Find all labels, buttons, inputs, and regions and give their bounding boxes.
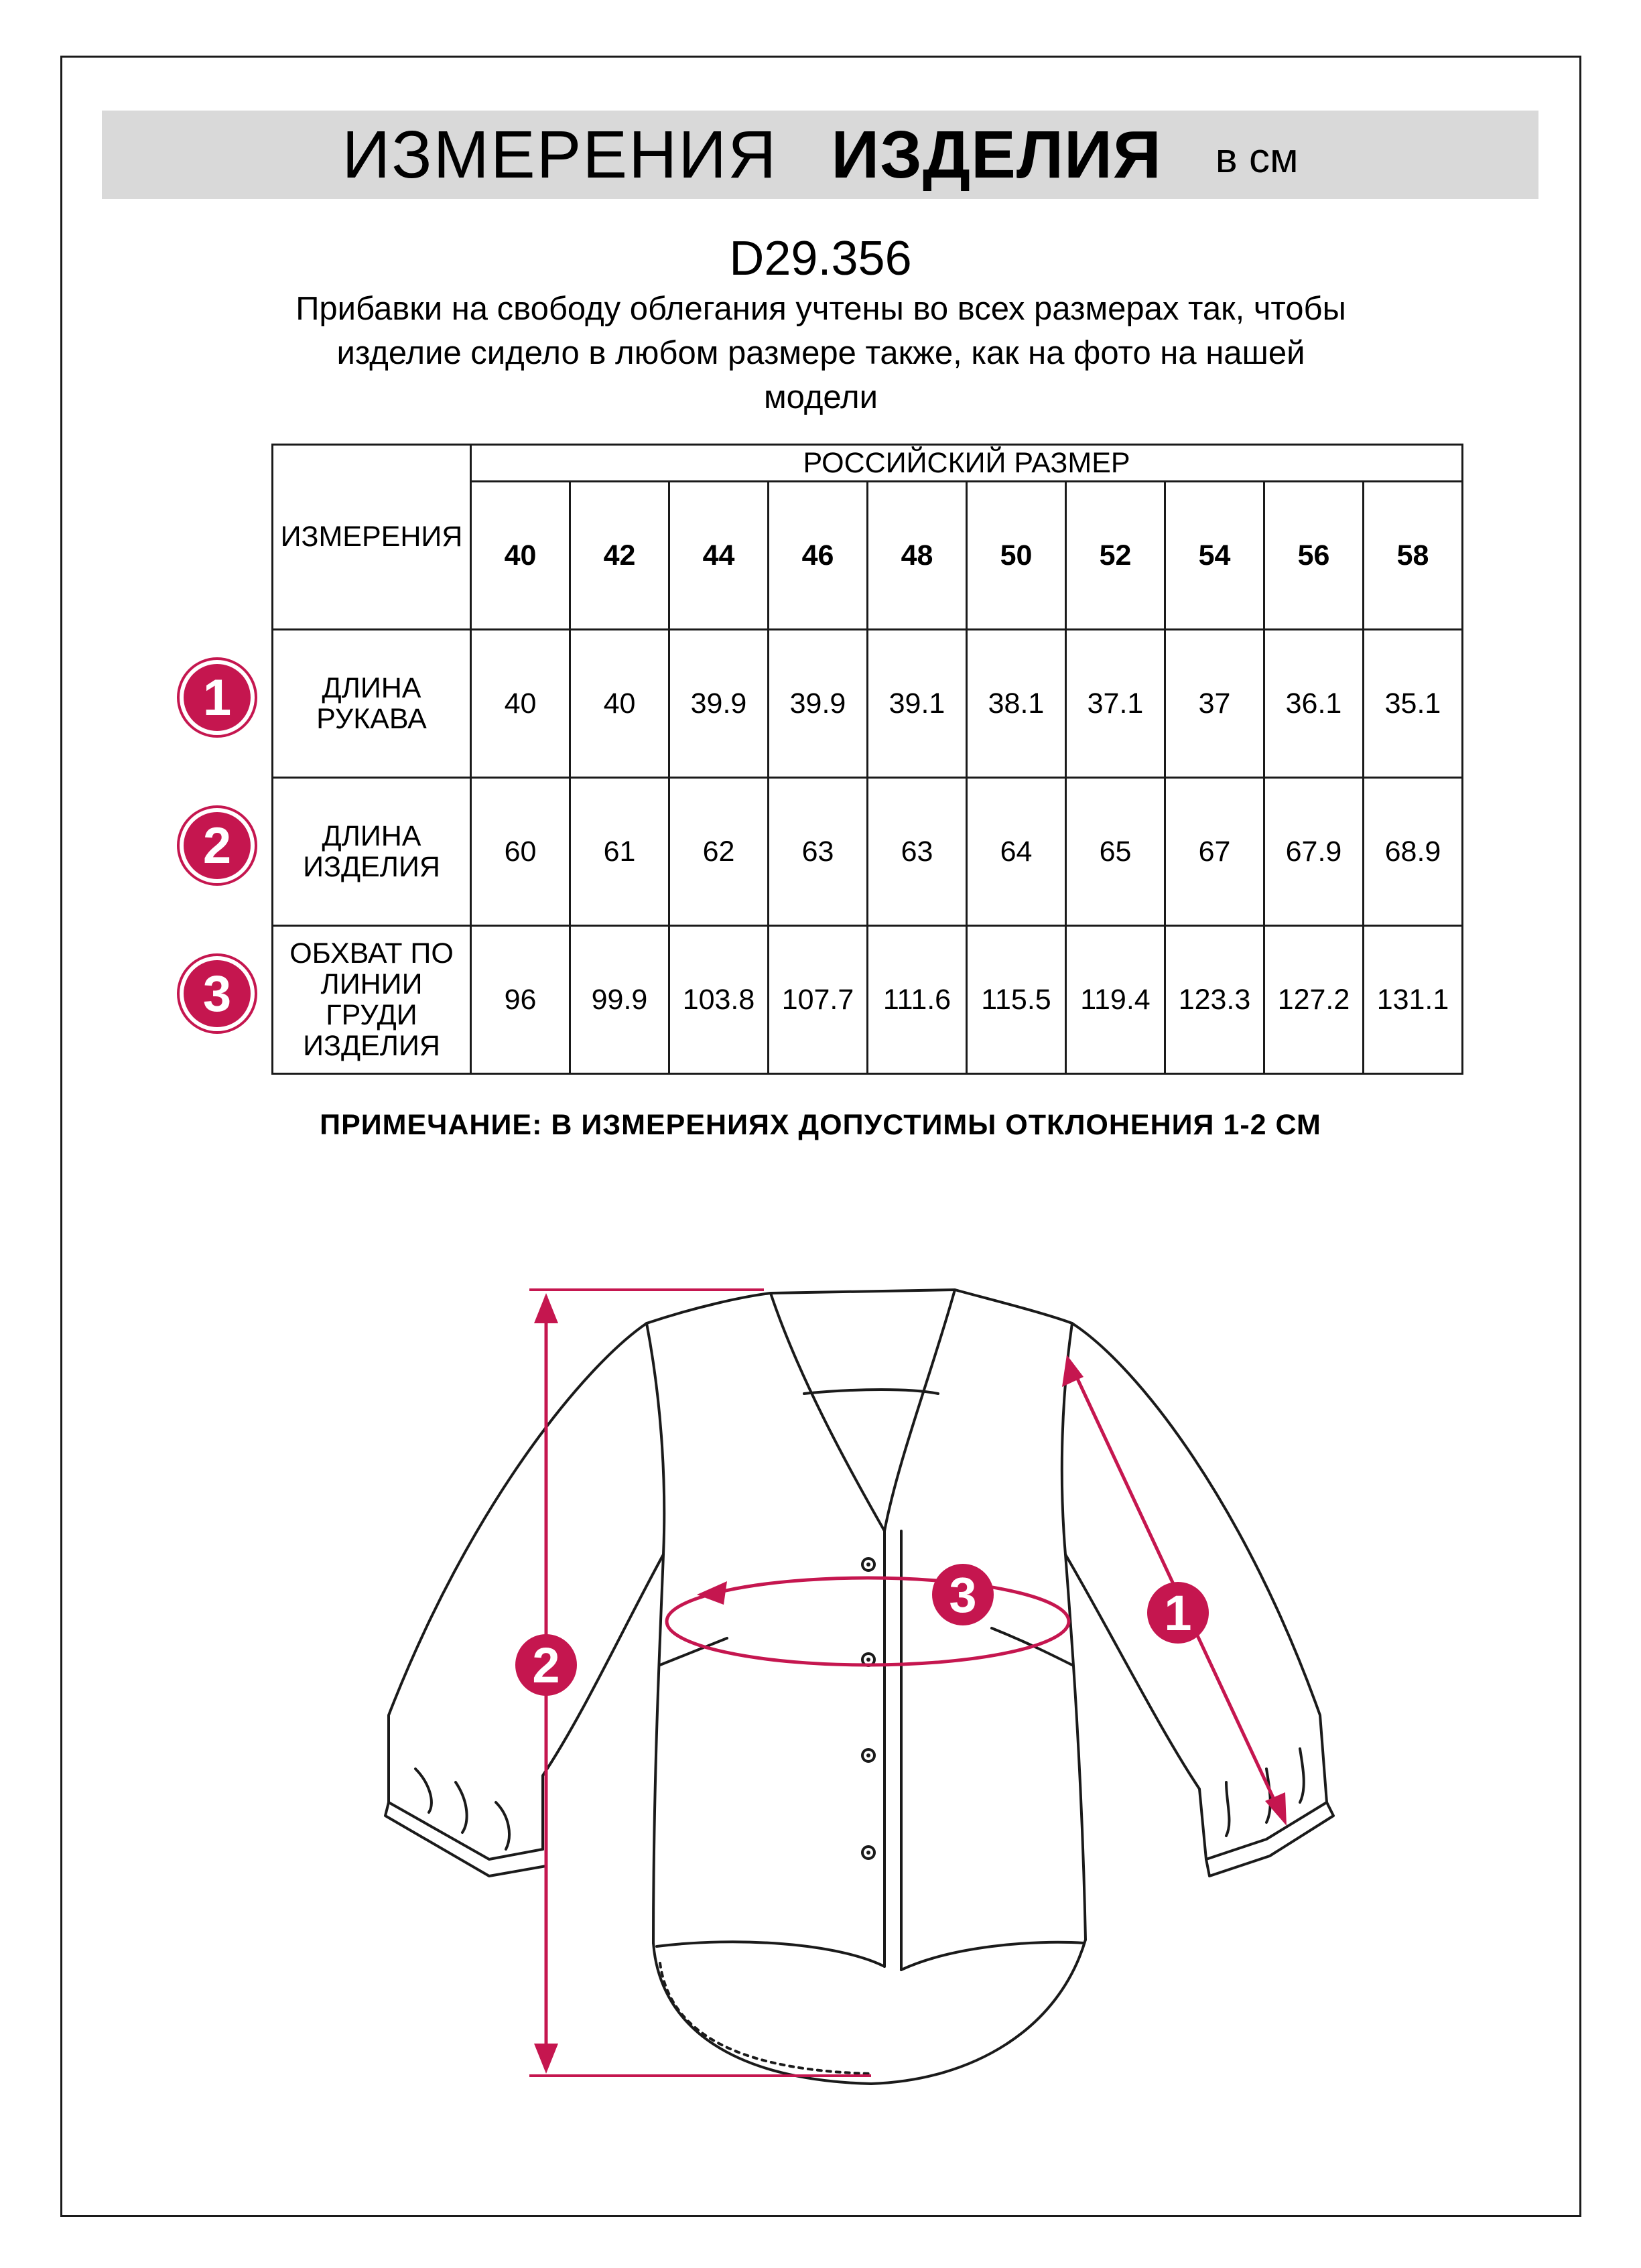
table-cell: 67 (1165, 778, 1264, 926)
measurement-lines (529, 1290, 1283, 2076)
table-cell: 63 (868, 778, 967, 926)
table-cell: 115.5 (967, 926, 1066, 1074)
measure-header: ИЗМЕРЕНИЯ (273, 445, 471, 630)
button-hole (866, 1753, 870, 1757)
size-group-header: РОССИЙСКИЙ РАЗМЕР (471, 445, 1463, 482)
table-cell: 39.9 (669, 630, 769, 778)
table-cell: 68.9 (1364, 778, 1463, 926)
length-arrow-top (534, 1293, 558, 1323)
marker-3-label: 3 (949, 1567, 977, 1623)
label-line: ГРУДИ (326, 999, 417, 1031)
title-units: в см (1215, 135, 1299, 182)
table-cell: 64 (967, 778, 1066, 926)
label-line: ИЗДЕЛИЯ (303, 1030, 440, 1062)
table-cell: 107.7 (769, 926, 868, 1074)
intro-line: изделие сидело в любом размере также, как на фото на нашей (336, 335, 1305, 371)
table-cell: 60 (471, 778, 570, 926)
hem-stitch-left (657, 1942, 884, 1966)
table-cell: 37 (1165, 630, 1264, 778)
neckline (647, 1290, 1072, 1323)
right-sleeve-outer (1072, 1323, 1327, 1802)
length-arrow-bottom (534, 2044, 558, 2074)
left-cuff-gathers (415, 1769, 509, 1849)
back-neck-line (804, 1390, 938, 1394)
label-line: ДЛИНА (322, 820, 421, 852)
table-cell: 40 (471, 630, 570, 778)
chest-ellipse (667, 1578, 1069, 1665)
label-line: ОБХВАТ ПО (289, 937, 454, 970)
right-lapel (884, 1290, 955, 1531)
size-header: 54 (1165, 482, 1264, 630)
table-cell: 65 (1066, 778, 1165, 926)
chest-arrow (697, 1581, 727, 1605)
table-cell: 35.1 (1364, 630, 1463, 778)
size-header: 46 (769, 482, 868, 630)
label-line: ЛИНИИ (320, 968, 423, 1000)
size-header: 44 (669, 482, 769, 630)
table-cell: 99.9 (570, 926, 669, 1074)
table-cell: 111.6 (868, 926, 967, 1074)
size-header: 48 (868, 482, 967, 630)
intro-line: Прибавки на свободу облегания учтены во всех размерах так, чтобы (296, 291, 1346, 327)
button-holes (866, 1562, 870, 1855)
table-cell: 38.1 (967, 630, 1066, 778)
title-light: ИЗМЕРЕНИЯ (342, 117, 778, 192)
left-lapel (771, 1293, 884, 1531)
label-line: ДЛИНА (322, 672, 421, 704)
deviation-note: ПРИМЕЧАНИЕ: В ИЗМЕРЕНИЯХ ДОПУСТИМЫ ОТКЛОНЕНИЯ 1-2 СМ (320, 1109, 1321, 1141)
size-header: 56 (1264, 482, 1364, 630)
intro-line: модели (763, 379, 878, 415)
label-line: РУКАВА (316, 703, 427, 735)
buttons (862, 1558, 874, 1859)
label-line: ИЗДЕЛИЯ (303, 851, 440, 883)
table-cell: 131.1 (1364, 926, 1463, 1074)
table-cell: 39.9 (769, 630, 868, 778)
table-cell: 61 (570, 778, 669, 926)
arrow-heads (534, 1293, 1287, 2074)
table-cell: 62 (669, 778, 769, 926)
marker-1-badge: 1 (180, 660, 255, 735)
table-cell: 63 (769, 778, 868, 926)
marker-2-label: 2 (532, 1638, 560, 1693)
marker-3-badge: 3 (180, 956, 255, 1031)
table-cell: 39.1 (868, 630, 967, 778)
button-hole (866, 1658, 870, 1662)
table-cell: 123.3 (1165, 926, 1264, 1074)
size-header: 40 (471, 482, 570, 630)
table-cell: 119.4 (1066, 926, 1165, 1074)
left-sleeve-inner (543, 1554, 663, 1849)
size-header: 50 (967, 482, 1066, 630)
size-header: 52 (1066, 482, 1165, 630)
diagram-markers (515, 1564, 1209, 1696)
size-header: 58 (1364, 482, 1463, 630)
hem-stitch-right (901, 1942, 1084, 1970)
table-cell: 96 (471, 926, 570, 1074)
marker-2-badge: 2 (180, 808, 255, 883)
size-header: 42 (570, 482, 669, 630)
marker-1-label: 1 (1164, 1585, 1192, 1641)
title-bold: ИЗДЕЛИЯ (831, 117, 1162, 192)
left-sleeve-outer (389, 1323, 647, 1802)
table-cell: 40 (570, 630, 669, 778)
button-hole (866, 1851, 870, 1855)
table-cell: 67.9 (1264, 778, 1364, 926)
table-cell: 127.2 (1264, 926, 1364, 1074)
article-number: D29.356 (729, 232, 912, 285)
button-hole (866, 1562, 870, 1566)
hem-topstitch (660, 1963, 871, 2074)
table-cell: 37.1 (1066, 630, 1165, 778)
left-side-seam (647, 1323, 664, 1943)
table-cell: 36.1 (1264, 630, 1364, 778)
table-cell: 103.8 (669, 926, 769, 1074)
